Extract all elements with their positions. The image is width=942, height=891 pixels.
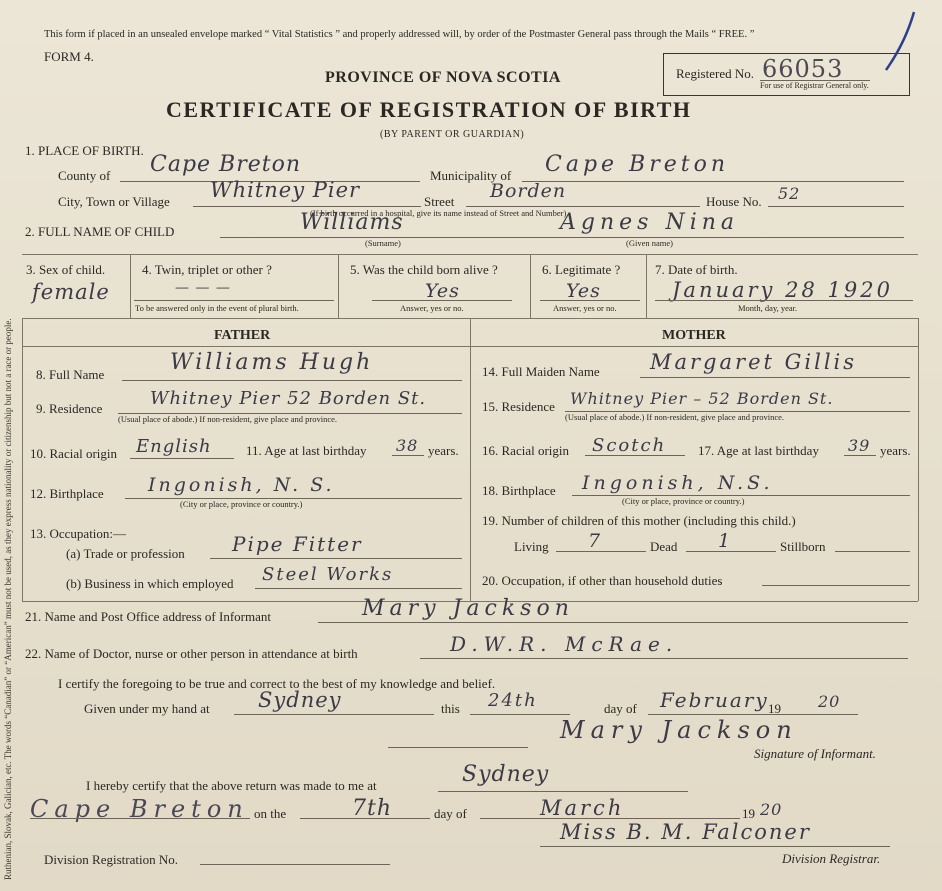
legitimate-note: Answer, yes or no. <box>553 303 617 313</box>
business-value: Steel Works <box>262 564 394 585</box>
certify-month-value: February <box>660 688 769 712</box>
mother-birthplace-note: (City or place, province or country.) <box>622 496 745 506</box>
living-value: 7 <box>588 530 602 552</box>
registrar-month-value: March <box>540 796 625 820</box>
registrar-day-of-label: day of <box>434 806 467 821</box>
mother-birthplace-value: Ingonish, N.S. <box>582 472 774 494</box>
house-value: 52 <box>778 184 801 203</box>
registrar-statement: I hereby certify that the above return was made to me at <box>86 778 377 793</box>
legitimate-label: 6. Legitimate ? <box>542 262 621 277</box>
surname-caption: (Surname) <box>365 238 401 248</box>
mother-residence-value: Whitney Pier – 52 Borden St. <box>570 389 834 408</box>
hospital-note: (If birth occurred in a hospital, give its name instead of Street and Number) <box>310 208 567 218</box>
father-residence-value: Whitney Pier 52 Borden St. <box>150 388 427 409</box>
mother-racial-value: Scotch <box>592 435 667 456</box>
father-racial-label: 10. Racial origin <box>30 446 118 461</box>
registrar-place-value: Sydney <box>462 762 550 787</box>
mother-residence-label: 15. Residence <box>482 399 555 414</box>
registrar-year-value: 20 <box>760 800 783 819</box>
certify-year-value: 20 <box>818 692 841 711</box>
doctor-label: 22. Name of Doctor, nurse or other person in attendance at birth <box>25 646 358 661</box>
legitimate-value: Yes <box>566 280 601 302</box>
house-label: House No. <box>706 194 762 209</box>
father-name-value: Williams Hugh <box>170 350 374 375</box>
mother-occupation-label: 20. Occupation, if other than household duties <box>482 573 723 588</box>
sex-value: female <box>32 280 110 304</box>
subtitle: (BY PARENT OR GUARDIAN) <box>380 129 525 140</box>
mother-racial-label: 16. Racial origin <box>482 443 570 458</box>
stillborn-label: Stillborn <box>780 539 826 554</box>
province-heading: PROVINCE OF NOVA SCOTIA <box>325 69 561 86</box>
child-name-label: 2. FULL NAME OF CHILD <box>25 224 175 239</box>
informant-signature: Mary Jackson <box>560 716 798 744</box>
page-title: CERTIFICATE OF REGISTRATION OF BIRTH <box>166 97 692 122</box>
mother-birthplace-label: 18. Birthplace <box>482 483 556 498</box>
twin-note: To be answered only in the event of plural birth. <box>135 303 299 313</box>
division-registrar-caption: Division Registrar. <box>782 851 881 866</box>
children-count-label: 19. Number of children of this mother (including this child.) <box>482 513 796 528</box>
business-label: (b) Business in which employed <box>66 576 234 591</box>
twin-value: — — — <box>175 280 231 296</box>
registrar-day-value: 7th <box>352 796 393 821</box>
registered-label: Registered No. <box>676 66 754 81</box>
informant-label: 21. Name and Post Office address of Informant <box>25 609 271 624</box>
side-instruction-strip <box>0 0 14 891</box>
city-label: City, Town or Village <box>58 194 170 209</box>
county-label: County of <box>58 168 111 183</box>
side-note: Ruthenian, Slovak, Galician, etc. The words “Canadian” or “American” must not be used, as they express nationality or citizenship but not a race or people. <box>3 318 13 880</box>
father-age-value: 38 <box>396 436 419 455</box>
on-the-label: on the <box>254 806 287 821</box>
division-registration-label: Division Registration No. <box>44 852 178 867</box>
trade-label: (a) Trade or profession <box>66 546 185 561</box>
city-value: Whitney Pier <box>210 178 361 202</box>
mother-heading: MOTHER <box>662 328 726 343</box>
registrar-only-note: For use of Registrar General only. <box>760 81 869 90</box>
alive-value: Yes <box>425 280 460 302</box>
certify-year-prefix: 19 <box>768 701 781 716</box>
mother-name-value: Margaret Gillis <box>650 350 858 374</box>
dead-label: Dead <box>650 539 678 554</box>
postal-notice: This form if placed in an unsealed envelope marked “ Vital Statistics ” and properly addressed will, by order of the Postmaster General pass through the Mails “ FREE. ” <box>44 29 755 40</box>
given-place-value: Sydney <box>258 688 342 712</box>
father-residence-note: (Usual place of abode.) If non-resident, give place and province. <box>118 414 338 424</box>
trade-value: Pipe Fitter <box>232 532 363 556</box>
mother-residence-note: (Usual place of abode.) If non-resident, give place and province. <box>565 412 785 422</box>
street-value: Borden <box>490 180 567 202</box>
mother-years: years. <box>880 443 911 458</box>
informant-signature-caption: Signature of Informant. <box>754 746 876 761</box>
living-label: Living <box>514 539 549 554</box>
father-residence-label: 9. Residence <box>36 401 103 416</box>
registrar-county-value: Cape Breton <box>30 795 249 823</box>
form-number: FORM 4. <box>44 49 94 64</box>
father-birthplace-label: 12. Birthplace <box>30 486 104 501</box>
occupation-label: 13. Occupation:— <box>30 526 127 541</box>
date-label: 7. Date of birth. <box>655 262 738 277</box>
given-caption: (Given name) <box>626 238 673 248</box>
father-age-label: 11. Age at last birthday <box>246 443 367 458</box>
pen-mark-icon <box>880 8 920 78</box>
county-value: Cape Breton <box>150 152 302 177</box>
father-birthplace-note: (City or place, province or country.) <box>180 499 303 509</box>
father-racial-value: English <box>136 436 212 457</box>
father-birthplace-value: Ingonish, N. S. <box>148 474 335 496</box>
twin-label: 4. Twin, triplet or other ? <box>142 262 272 277</box>
alive-label: 5. Was the child born alive ? <box>350 262 498 277</box>
certify-day-value: 24th <box>488 690 538 711</box>
child-surname: Williams <box>300 210 404 235</box>
mother-age-value: 39 <box>848 436 871 455</box>
registrar-signature: Miss B. M. Falconer <box>560 820 811 844</box>
mother-age-label: 17. Age at last birthday <box>698 443 819 458</box>
father-name-label: 8. Full Name <box>36 367 105 382</box>
sex-label: 3. Sex of child. <box>26 262 106 277</box>
informant-value: Mary Jackson <box>362 596 574 621</box>
date-value: January 28 1920 <box>672 278 893 302</box>
certify-day-of-label: day of <box>604 701 637 716</box>
certify-statement: I certify the foregoing to be true and correct to the best of my knowledge and belief. <box>58 676 496 691</box>
registered-number: 66053 <box>762 55 844 83</box>
doctor-value: D.W.R. McRae. <box>450 632 679 656</box>
municipality-label: Municipality of <box>430 168 512 183</box>
municipality-value: Cape Breton <box>545 152 730 177</box>
alive-note: Answer, yes or no. <box>400 303 464 313</box>
father-heading: FATHER <box>214 328 271 343</box>
this-label: this <box>441 701 460 716</box>
child-given-name: Agnes Nina <box>560 210 740 235</box>
dead-value: 1 <box>718 530 732 552</box>
registrar-year-prefix: 19 <box>742 806 755 821</box>
given-under-label: Given under my hand at <box>84 701 210 716</box>
place-of-birth-heading: 1. PLACE OF BIRTH. <box>25 143 144 158</box>
father-years: years. <box>428 443 459 458</box>
street-label: Street <box>424 194 455 209</box>
mother-name-label: 14. Full Maiden Name <box>482 364 600 379</box>
date-note: Month, day, year. <box>738 303 798 313</box>
